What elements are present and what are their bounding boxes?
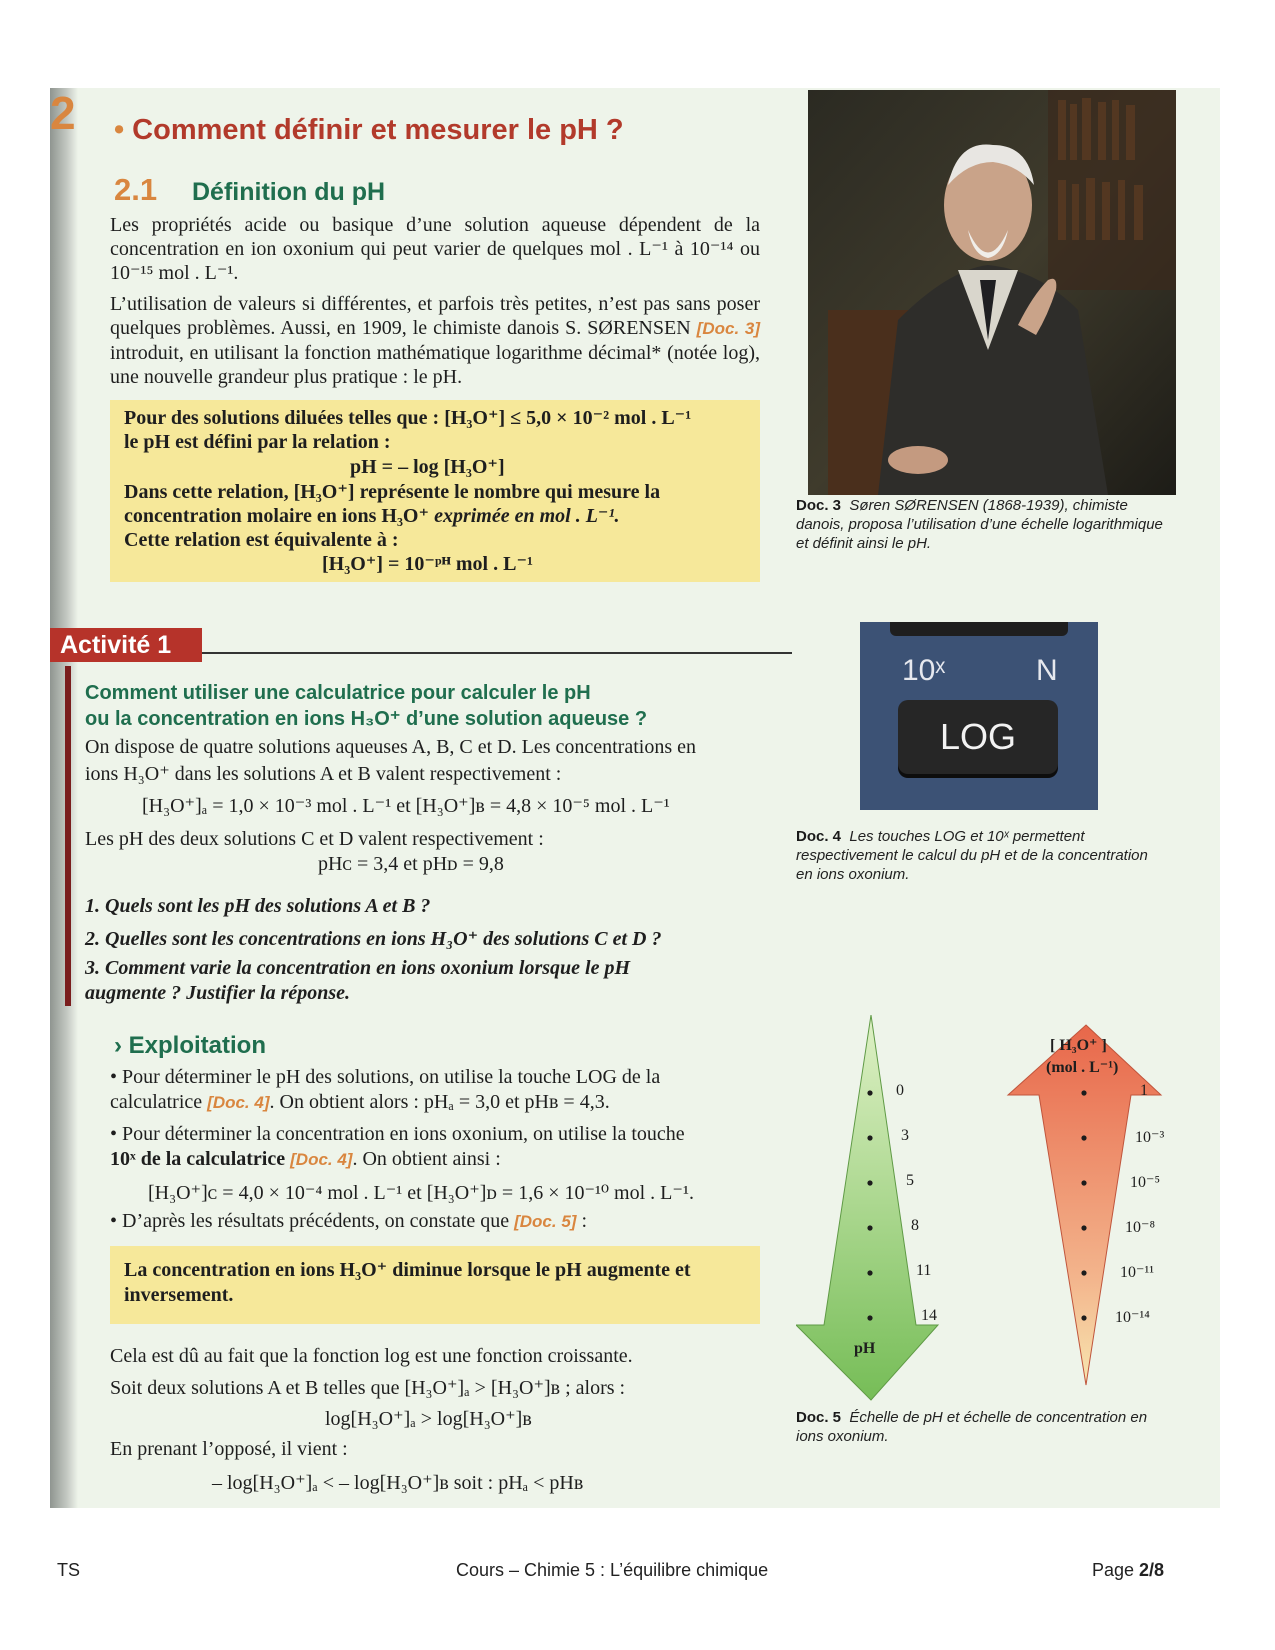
definition-line-5: concentration molaire en ions H₃O⁺ exprimée en mol . L⁻¹. [124, 505, 620, 527]
exploitation-bullet-1-cont: calculatrice [Doc. 4]. On obtient alors : pHₐ = 3,0 et pHʙ = 4,3. [110, 1091, 610, 1113]
exploitation-equation: [H₃O⁺]ᴄ = 4,0 × 10⁻⁴ mol . L⁻¹ et [H₃O⁺]ᴅ = 1,6 × 10⁻¹⁰ mol . L⁻¹. [148, 1182, 694, 1204]
definition-line-1: Pour des solutions diluées telles que : [H₃O⁺] ≤ 5,0 × 10⁻² mol . L⁻¹ [124, 407, 692, 429]
activity-question: Comment utiliser une calculatrice pour calculer le pH ou la concentration en ions H₃O⁺ d’une solution aqueuse ? [85, 682, 648, 730]
ph-tick-dot [867, 1180, 872, 1185]
concentration-tick-label: 10⁻⁸ [1125, 1219, 1156, 1236]
definition-line-6: Cette relation est équivalente à : [124, 529, 399, 551]
exploitation-bullet-1: • Pour déterminer le pH des solutions, on utilise la touche LOG de la [110, 1066, 661, 1088]
ph-tick-label: 8 [911, 1217, 919, 1234]
conclusion-text-4: En prenant l’opposé, il vient : [110, 1438, 348, 1460]
concentration-tick-dot [1081, 1225, 1086, 1230]
exploitation-bullet-2: • Pour déterminer la concentration en ions oxonium, on utilise la touche [110, 1123, 685, 1145]
activity-question-3: 3. Comment varie la concentration en ions oxonium lorsque le pH [85, 957, 631, 979]
ph-inequality: – log[H₃O⁺]ₐ < – log[H₃O⁺]ʙ soit : pHₐ < pHʙ [212, 1472, 584, 1494]
conclusion-line-2: inversement. [124, 1284, 234, 1306]
conclusion-text-1: Cela est dû au fait que la fonction log est une fonction croissante. [110, 1345, 633, 1367]
log-key [898, 700, 1058, 774]
calculator-keys-photo [860, 622, 1098, 810]
key-n-label: N [1036, 654, 1058, 687]
definition-line-4: Dans cette relation, [H₃O⁺] représente le nombre qui mesure la [124, 481, 661, 503]
calculator-key-top [890, 622, 1068, 636]
ph-concentration-scales [796, 1015, 1166, 1405]
concentration-tick-label: 1 [1140, 1082, 1148, 1099]
footer-class: TS [57, 1560, 81, 1580]
concentration-tick-label: 10⁻⁵ [1130, 1174, 1161, 1191]
ph-tick-label: 3 [901, 1127, 909, 1144]
activity-question-1: 1. Quels sont les pH des solutions A et B ? [85, 895, 431, 917]
page-binding-shadow [50, 88, 78, 1508]
doc3-reference: [Doc. 3] [696, 319, 761, 338]
footer-title: Cours – Chimie 5 : L’équilibre chimique [456, 1560, 769, 1580]
definition-line-2: le pH est défini par la relation : [124, 431, 391, 453]
concentration-tick-dot [1081, 1090, 1086, 1095]
concentration-tick-label: 10⁻¹¹ [1120, 1264, 1155, 1281]
concentration-tick-dot [1081, 1270, 1086, 1275]
concentration-tick-dot [1081, 1180, 1086, 1185]
concentration-tick-label: 10⁻¹⁴ [1115, 1309, 1150, 1326]
log-key-label: LOG [939, 716, 1017, 757]
exploitation-bullet-3: • D’après les résultats précédents, on constate que [Doc. 5] : [110, 1210, 587, 1232]
ph-tick-dot [867, 1225, 872, 1230]
concentration-tick-label: 10⁻³ [1135, 1129, 1165, 1146]
activity-equation-1: [H₃O⁺]ₐ = 1,0 × 10⁻³ mol . L⁻¹ et [H₃O⁺]ʙ = 4,8 × 10⁻⁵ mol . L⁻¹ [142, 795, 670, 817]
sorensen-portrait [808, 90, 1176, 495]
activity-question-2: 2. Quelles sont les concentrations en ions H₃O⁺ des solutions C et D ? [85, 928, 662, 950]
intro-paragraph-1: Les propriétés acide ou basique d’une solution aqueuse dépendent de la concentration en ion oxonium qui peut varier de quelques mol . L⁻¹ à 10⁻¹⁴ ou 10⁻¹⁵ mol . L⁻¹. [110, 214, 760, 284]
ph-tick-label: 5 [906, 1172, 914, 1189]
exploitation-heading: › Exploitation [114, 1032, 266, 1059]
ph-tick-dot [867, 1270, 872, 1275]
doc3-caption: Doc. 3 Søren SØRENSEN (1868-1939), chimiste danois, proposa l’utilisation d’une échelle logarithmique et définit ainsi le pH. [796, 497, 1163, 552]
activity-text-1: On dispose de quatre solutions aqueuses A, B, C et D. Les concentrations en [85, 736, 696, 758]
conclusion-text-2: Soit deux solutions A et B telles que [H₃O⁺]ₐ > [H₃O⁺]ʙ ; alors : [110, 1377, 626, 1399]
activity-question-3-cont: augmente ? Justifier la réponse. [85, 982, 351, 1004]
doc4-reference: [Doc. 4] [207, 1093, 270, 1112]
ph-tick-label: 0 [896, 1082, 904, 1099]
section-title: • Comment définir et mesurer le pH ? [114, 114, 624, 146]
intro-paragraph-2: L’utilisation de valeurs si différentes, et parfois très petites, n’est pas sans poser quelques problèmes. Aussi, en 1909, le chimiste danois S. SØRENSEN [Doc. 3] introduit, en utilisant la fonction mathématique logarithme décimal* (notée log), une nouvelle grandeur plus pratique : le pH. [110, 293, 761, 388]
ph-tick-dot [867, 1135, 872, 1140]
ph-tick-label: 11 [916, 1262, 932, 1279]
concentration-axis-label: [ H₃O⁺ ] [1050, 1037, 1107, 1054]
activity-side-bar [65, 666, 71, 1006]
ph-tick-dot [867, 1090, 872, 1095]
conclusion-line-1: La concentration en ions H₃O⁺ diminue lorsque le pH augmente et [124, 1259, 691, 1281]
concentration-axis-unit: (mol . L⁻¹) [1046, 1059, 1119, 1076]
doc5-reference: [Doc. 5] [514, 1212, 577, 1231]
subsection-number: 2.1 [114, 172, 158, 207]
exploitation-bullet-2-cont: 10ˣ de la calculatrice [Doc. 4]. On obtient ainsi : [110, 1148, 501, 1170]
activity-equation-2: pHᴄ = 3,4 et pHᴅ = 9,8 [318, 853, 504, 875]
ph-formula: pH = – log [H₃O⁺] [350, 456, 505, 478]
key-10x-label: 10ˣ [902, 654, 946, 687]
log-inequality: log[H₃O⁺]ₐ > log[H₃O⁺]ʙ [325, 1408, 532, 1430]
footer-page: Page 2/8 [1092, 1560, 1165, 1580]
concentration-tick-dot [1081, 1315, 1086, 1320]
section-number: 2 [50, 87, 76, 139]
activity-divider [202, 652, 792, 654]
activity-text-3: Les pH des deux solutions C et D valent respectivement : [85, 828, 544, 850]
ph-axis-label: pH [854, 1340, 876, 1357]
doc5-caption: Doc. 5 Échelle de pH et échelle de concentration en ions oxonium. [796, 1409, 1148, 1445]
activity-text-2: ions H₃O⁺ dans les solutions A et B valent respectivement : [85, 763, 562, 785]
activity-tag: Activité 1 [50, 628, 202, 662]
ph-tick-dot [867, 1315, 872, 1320]
subsection-title: Définition du pH [192, 178, 386, 206]
concentration-arrow [1008, 1025, 1161, 1385]
bleed-through-text [570, 150, 574, 168]
ph-tick-label: 14 [921, 1307, 937, 1324]
doc4-reference-2: [Doc. 4] [290, 1150, 353, 1169]
doc4-caption: Doc. 4 Les touches LOG et 10ˣ permettent respectivement le calcul du pH et de la concentration en ions oxonium. [796, 828, 1148, 883]
concentration-formula: [H₃O⁺] = 10⁻ᵖᴴ mol . L⁻¹ [322, 553, 534, 575]
concentration-tick-dot [1081, 1135, 1086, 1140]
